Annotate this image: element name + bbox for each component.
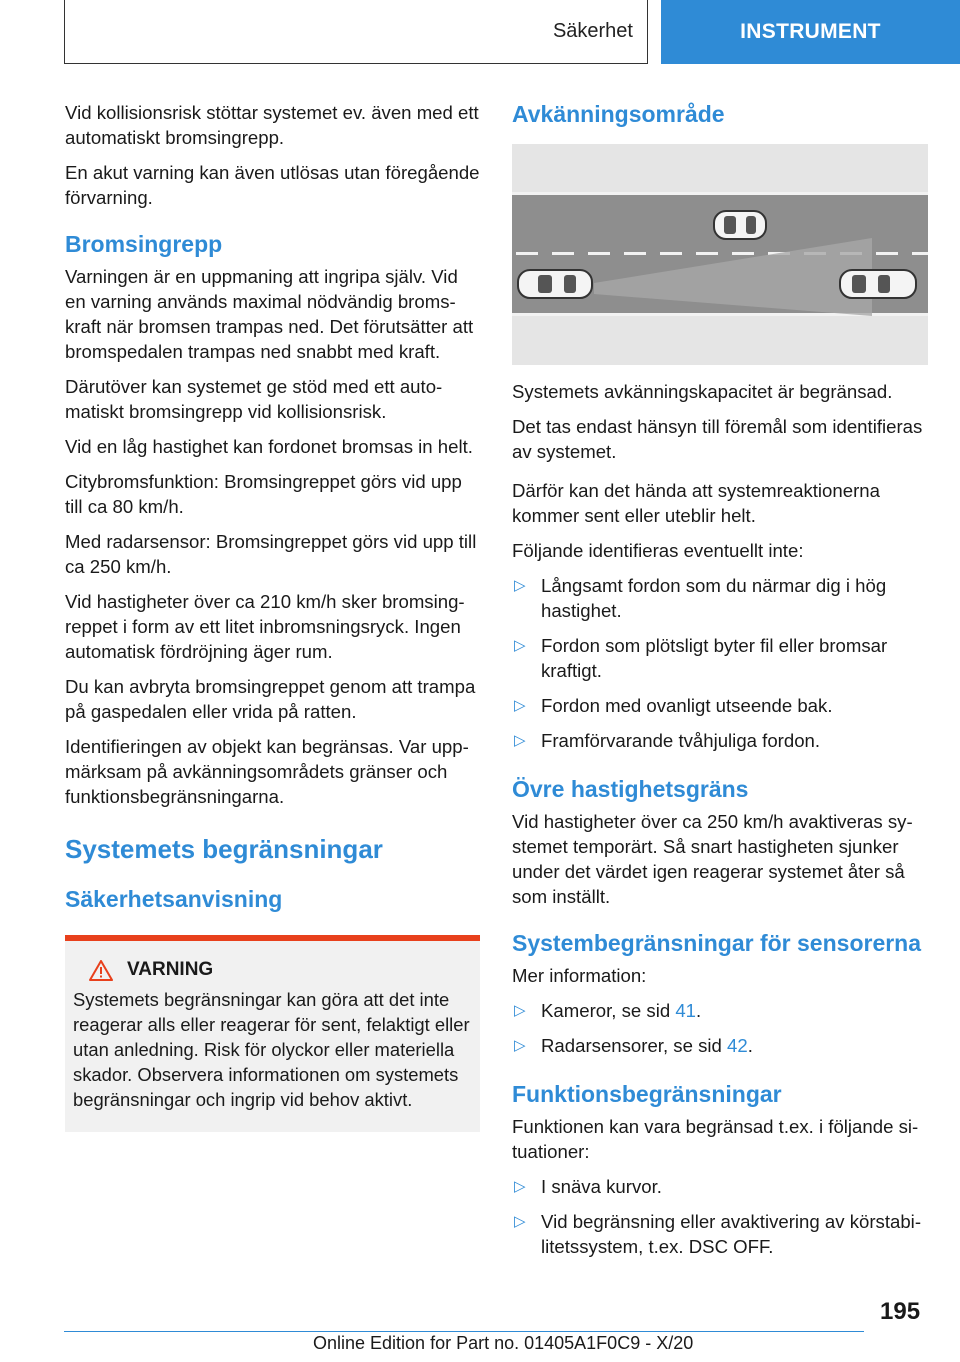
footer-divider bbox=[64, 1331, 864, 1332]
paragraph: Du kan avbryta bromsingreppet genom att trampa på gaspedalen eller vrida på ratten. bbox=[65, 676, 476, 722]
paragraph: Systemets avkänningskapacitet är begränsad. bbox=[512, 381, 893, 402]
function-limits-list bbox=[512, 1174, 928, 1259]
triangle-bullet-icon: ▷ bbox=[514, 1002, 526, 1019]
triangle-bullet-icon: ▷ bbox=[514, 697, 526, 714]
paragraph: Funktionen kan vara begränsad t.ex. i följande situationer: bbox=[512, 1116, 919, 1162]
list-item: ▷ Fordon med ovanligt utseende bak. bbox=[514, 695, 833, 716]
section-title: Säkerhet bbox=[552, 20, 633, 42]
triangle-bullet-icon: ▷ bbox=[514, 1213, 526, 1230]
own-car-icon bbox=[518, 270, 592, 298]
heading-safety-note: Säkerhetsanvisning bbox=[65, 886, 283, 912]
undetected-list bbox=[512, 573, 928, 753]
paragraph: Vid hastigheter över ca 210 km/h sker bromsingreppet i form av ett litet inbromsningsryck. Ingen automatisk fördröjning äger rum. bbox=[65, 591, 465, 662]
paragraph: En akut varning kan även utlösas utan föregående förvarning. bbox=[65, 162, 480, 208]
footer-edition: Online Edition for Part no. 01405A1F0C9 - X/20 bbox=[313, 1333, 694, 1353]
paragraph: Identifieringen av objekt kan begränsas. Var uppmärksam på avkänningsområdets gränser och funktionsbegränsningarna. bbox=[65, 736, 469, 807]
paragraph: Vid en låg hastighet kan fordonet bromsas in helt. bbox=[65, 436, 473, 457]
list-item: ▷ Långsamt fordon som du närmar dig i hög hastighet. bbox=[514, 575, 887, 621]
chapter-title: INSTRUMENT bbox=[740, 20, 881, 43]
paragraph: Följande identifieras eventuellt inte: bbox=[512, 540, 804, 561]
warning-label: VARNING bbox=[127, 959, 214, 980]
left-column bbox=[65, 100, 480, 1132]
list-item: ▷ Radarsensorer, se sid 42. bbox=[514, 1035, 753, 1056]
paragraph: Vid hastigheter över ca 250 km/h avaktiveras systemet temporärt. Så snart hastigheten sjunker under det värdet igen reagerar systemet åter så som inställt. bbox=[512, 811, 913, 907]
heading-upper-speed-limit: Övre hastighetsgräns bbox=[512, 776, 749, 802]
triangle-bullet-icon: ▷ bbox=[514, 732, 526, 749]
warning-box bbox=[65, 935, 480, 1132]
paragraph: Därutöver kan systemet ge stöd med ett automatiskt bromsingrepp vid kollisionsrisk. bbox=[65, 376, 443, 422]
warning-heading bbox=[89, 959, 472, 981]
paragraph: Vid kollisionsrisk stöttar systemet ev. även med ett automatiskt bromsingrepp. bbox=[65, 102, 479, 148]
paragraph: Det tas endast hänsyn till föremål som identifieras av systemet. bbox=[512, 416, 923, 462]
right-column bbox=[512, 100, 928, 1269]
list-item: ▷ Kameror, se sid 41. bbox=[514, 1000, 702, 1021]
triangle-bullet-icon: ▷ bbox=[514, 1037, 526, 1054]
list-item: ▷ I snäva kurvor. bbox=[514, 1176, 662, 1197]
warning-triangle-icon bbox=[89, 960, 113, 981]
paragraph: Varningen är en uppmaning att ingripa själv. Vid en varning används maximal nödvändig bromskraft när bromsen trampas ned. Det förutsätter att bromspedalen trampas ned snabbt med kraft. bbox=[65, 266, 474, 362]
warning-text: Systemets begränsningar kan göra att det inte reagerar alls eller reagerar för sent, felaktigt eller utan anledning. Risk för olyckor eller materiella skador. Observera informationen om systemets begränsningar och ingrip vid behov aktivt. bbox=[73, 989, 470, 1110]
heading-sensor-limits: Systembegränsningar för sensorerna bbox=[512, 930, 922, 956]
heading-detection-area: Avkänningsområde bbox=[512, 101, 725, 127]
paragraph: Med radarsensor: Bromsingreppet görs vid upp till ca 250 km/h. bbox=[65, 531, 477, 577]
heading-system-limits: Systemets begränsningar bbox=[65, 834, 383, 864]
paragraph: Därför kan det hända att systemreaktionerna kommer sent eller uteblir helt. bbox=[512, 480, 880, 526]
triangle-bullet-icon: ▷ bbox=[514, 637, 526, 654]
header-section bbox=[64, 0, 648, 64]
header-chapter-tab[interactable] bbox=[661, 0, 960, 64]
camera-page-link[interactable]: 41 bbox=[675, 1000, 697, 1021]
car-front-icon bbox=[840, 270, 916, 298]
list-item: ▷ Vid begränsning eller avaktivering av körstabilitetssystem, t.ex. DSC OFF. bbox=[514, 1211, 922, 1257]
heading-function-limits: Funktionsbegränsningar bbox=[512, 1081, 782, 1107]
triangle-bullet-icon: ▷ bbox=[514, 577, 526, 594]
radar-page-link[interactable]: 42 bbox=[727, 1035, 748, 1056]
heading-bromsingrepp: Bromsingrepp bbox=[65, 231, 223, 257]
car-ahead-icon bbox=[714, 211, 766, 239]
list-item: ▷ Framförvarande tvåhjuliga fordon. bbox=[514, 730, 821, 751]
paragraph: Mer information: bbox=[512, 965, 647, 986]
paragraph: Citybromsfunktion: Bromsingreppet görs vid upp till ca 80 km/h. bbox=[65, 471, 462, 517]
detection-area-illustration bbox=[512, 144, 928, 365]
triangle-bullet-icon: ▷ bbox=[514, 1178, 526, 1195]
page-number: 195 bbox=[880, 1298, 921, 1325]
sensor-links-list bbox=[512, 998, 928, 1058]
list-item: ▷ Fordon som plötsligt byter fil eller bromsar kraftigt. bbox=[514, 635, 888, 681]
